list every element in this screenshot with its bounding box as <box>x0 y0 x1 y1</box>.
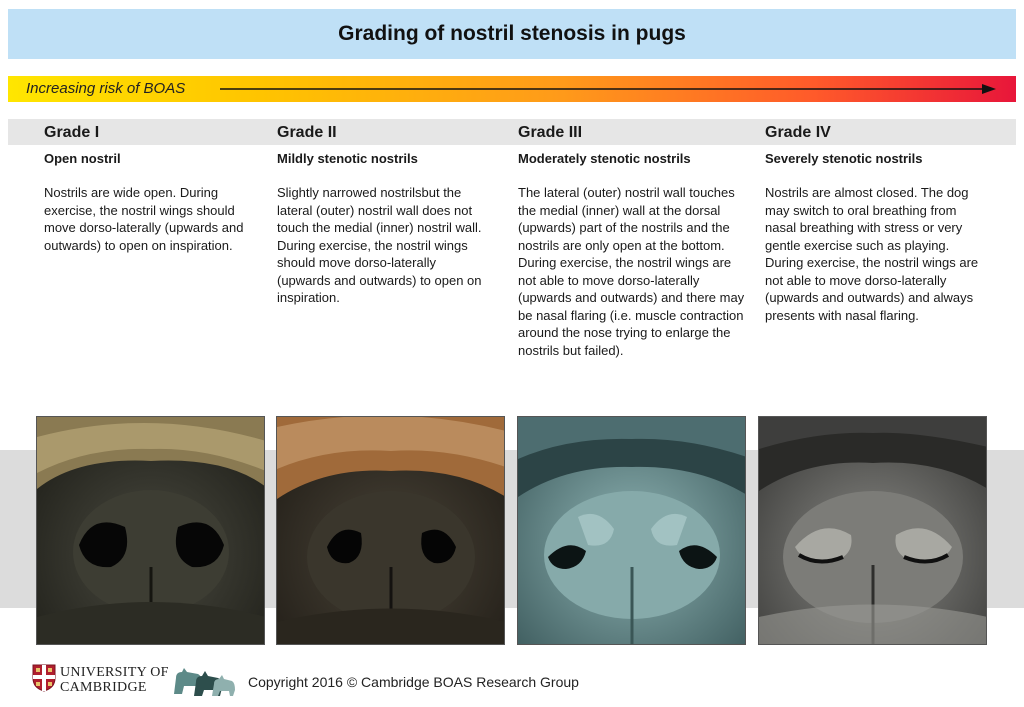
grade-subtitle: Open nostril <box>44 151 121 166</box>
risk-arrow-icon <box>220 76 1000 102</box>
grade-column-2 <box>277 121 491 307</box>
grade-column-3 <box>518 121 750 359</box>
university-line-2: CAMBRIDGE <box>60 680 147 695</box>
grade-column-4 <box>765 121 987 324</box>
university-logo-text <box>60 665 169 695</box>
grade-description: Slightly narrowed nostrilsbut the lateral (outer) nostril wall does not touch the medial (inner) nostril wall. During exercise, the nostril wings should move dorso-laterally (upwards and outwards) to open on inspiration. <box>277 185 482 305</box>
grade-column-1 <box>44 121 262 254</box>
grade-description: Nostrils are wide open. During exercise, the nostril wings should move dorso-laterally (upwards and outwards) to open on inspiration. <box>44 185 244 253</box>
grade-title: Grade II <box>277 124 337 141</box>
page-title: Grading of nostril stenosis in pugs <box>338 22 686 45</box>
risk-label: Increasing risk of BOAS <box>26 80 186 97</box>
nostril-photo-grade-3 <box>517 416 746 645</box>
grade-description: The lateral (outer) nostril wall touches the medial (inner) wall at the dorsal (upwards) part of the nostrils and the nostrils are only open at the bottom. During exercise, the nostril wings are not able to move dorso-laterally (upwards and outwards) and there may be nasal flaring (i.e. muscle contraction around the nose trying to enlarge the nostrils but failed). <box>518 185 745 358</box>
grade-title: Grade I <box>44 124 100 141</box>
grade-subtitle: Mildly stenotic nostrils <box>277 151 418 166</box>
dog-silhouettes-icon <box>172 664 236 698</box>
risk-gradient-bar <box>8 76 1016 102</box>
nostril-photo-grade-1 <box>36 416 265 645</box>
cambridge-shield-icon <box>32 664 56 692</box>
grade-description: Nostrils are almost closed. The dog may switch to oral breathing from nasal breathing with stress or very gentle exercise such as playing. During exercise, the nostril wings are not able to move dorso-laterally (upwards and outwards) and always presents with nasal flaring. <box>765 185 979 323</box>
grade-title: Grade III <box>518 124 583 141</box>
grade-subtitle: Severely stenotic nostrils <box>765 151 923 166</box>
grade-subtitle: Moderately stenotic nostrils <box>518 151 691 166</box>
nostril-photo-grade-4 <box>758 416 987 645</box>
nostril-photo-grade-2 <box>276 416 505 645</box>
title-bar <box>8 9 1016 59</box>
grade-title: Grade IV <box>765 124 831 141</box>
copyright-text: Copyright 2016 © Cambridge BOAS Research Group <box>248 674 579 690</box>
university-line-1: UNIVERSITY OF <box>60 665 169 680</box>
